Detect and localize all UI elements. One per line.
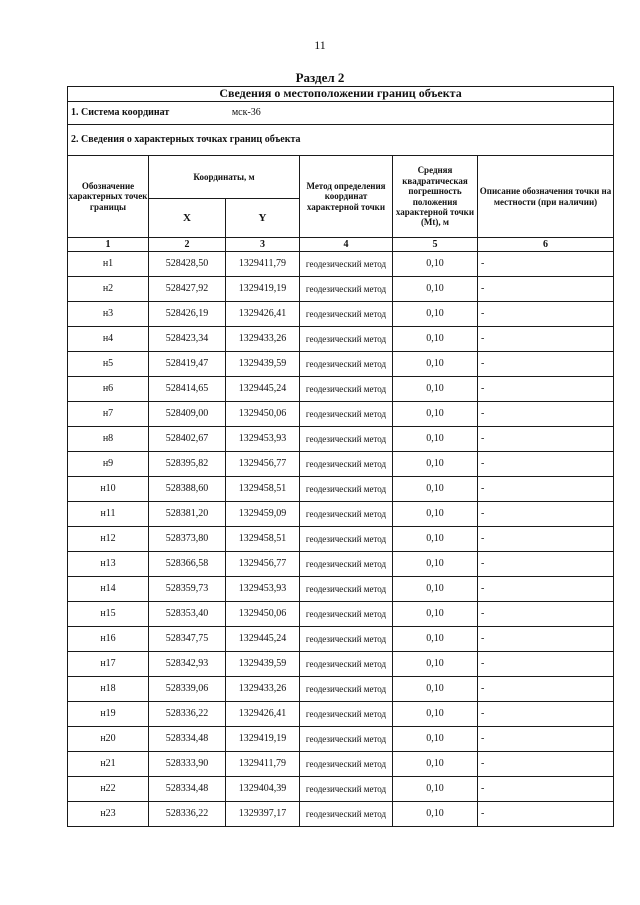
accuracy-cell: 0,10: [393, 277, 478, 302]
table-row: [68, 377, 614, 402]
method-cell: геодезический метод: [300, 777, 393, 802]
point-label: н2: [68, 277, 149, 302]
method-cell: геодезический метод: [300, 602, 393, 627]
method-cell: геодезический метод: [300, 402, 393, 427]
method-cell: геодезический метод: [300, 702, 393, 727]
method-cell: геодезический метод: [300, 277, 393, 302]
accuracy-cell: 0,10: [393, 627, 478, 652]
method-cell: геодезический метод: [300, 427, 393, 452]
point-label: н7: [68, 402, 149, 427]
coordinate-x: 528339,06: [149, 677, 226, 702]
accuracy-cell: 0,10: [393, 677, 478, 702]
description-cell: -: [478, 727, 614, 752]
table-row: [68, 277, 614, 302]
coordinate-x: 528423,34: [149, 327, 226, 352]
coordinate-y: 1329439,59: [226, 352, 300, 377]
accuracy-cell: 0,10: [393, 652, 478, 677]
accuracy-cell: 0,10: [393, 777, 478, 802]
point-label: н19: [68, 702, 149, 727]
coordinate-system-label: 1. Система координат: [71, 107, 170, 119]
point-label: н18: [68, 677, 149, 702]
coordinate-x: 528373,80: [149, 527, 226, 552]
coordinate-x: 528336,22: [149, 702, 226, 727]
point-label: н11: [68, 502, 149, 527]
method-cell: геодезический метод: [300, 727, 393, 752]
accuracy-cell: 0,10: [393, 702, 478, 727]
table-row: [68, 802, 614, 827]
coordinate-y: 1329426,41: [226, 302, 300, 327]
description-cell: -: [478, 252, 614, 277]
method-cell: геодезический метод: [300, 252, 393, 277]
coordinate-y: 1329411,79: [226, 252, 300, 277]
point-label: н21: [68, 752, 149, 777]
coordinate-y: 1329458,51: [226, 527, 300, 552]
coordinate-x: 528402,67: [149, 427, 226, 452]
description-cell: -: [478, 777, 614, 802]
point-label: н4: [68, 327, 149, 352]
table-row: [68, 327, 614, 352]
header-method: Метод определения координат характерной точки: [300, 156, 393, 238]
coordinate-y: 1329459,09: [226, 502, 300, 527]
column-number: 5: [393, 238, 478, 252]
coordinate-x: 528409,00: [149, 402, 226, 427]
coordinate-x: 528359,73: [149, 577, 226, 602]
description-cell: -: [478, 402, 614, 427]
coordinate-x: 528428,50: [149, 252, 226, 277]
table-row: [68, 752, 614, 777]
accuracy-cell: 0,10: [393, 602, 478, 627]
coordinate-x: 528427,92: [149, 277, 226, 302]
description-cell: -: [478, 452, 614, 477]
method-cell: геодезический метод: [300, 577, 393, 602]
coordinate-y: 1329411,79: [226, 752, 300, 777]
points-section-label: 2. Сведения о характерных точках границ объекта: [68, 125, 614, 156]
description-cell: -: [478, 802, 614, 827]
accuracy-cell: 0,10: [393, 302, 478, 327]
description-cell: -: [478, 327, 614, 352]
header-x: X: [149, 199, 226, 238]
point-label: н10: [68, 477, 149, 502]
accuracy-cell: 0,10: [393, 552, 478, 577]
table-row: [68, 727, 614, 752]
header-coordinates: Координаты, м: [149, 156, 300, 199]
method-cell: геодезический метод: [300, 302, 393, 327]
coordinate-x: 528414,65: [149, 377, 226, 402]
section-heading: Сведения о местоположении границ объекта: [68, 87, 614, 102]
point-label: н8: [68, 427, 149, 452]
coordinate-y: 1329445,24: [226, 377, 300, 402]
coordinate-y: 1329426,41: [226, 702, 300, 727]
table-row: [68, 477, 614, 502]
column-number: 2: [149, 238, 226, 252]
column-number: 4: [300, 238, 393, 252]
table-row: [68, 702, 614, 727]
accuracy-cell: 0,10: [393, 452, 478, 477]
coordinate-x: 528334,48: [149, 727, 226, 752]
coordinate-x: 528347,75: [149, 627, 226, 652]
coordinate-y: 1329419,19: [226, 727, 300, 752]
point-label: н3: [68, 302, 149, 327]
table-row: [68, 527, 614, 552]
page-number: 11: [314, 38, 326, 52]
coordinate-y: 1329419,19: [226, 277, 300, 302]
coordinate-x: 528334,48: [149, 777, 226, 802]
method-cell: геодезический метод: [300, 377, 393, 402]
accuracy-cell: 0,10: [393, 402, 478, 427]
point-label: н1: [68, 252, 149, 277]
coordinate-y: 1329433,26: [226, 327, 300, 352]
description-cell: -: [478, 677, 614, 702]
table-row: [68, 627, 614, 652]
coordinate-y: 1329458,51: [226, 477, 300, 502]
accuracy-cell: 0,10: [393, 477, 478, 502]
coordinate-y: 1329404,39: [226, 777, 300, 802]
table-row: [68, 402, 614, 427]
point-label: н20: [68, 727, 149, 752]
point-label: н9: [68, 452, 149, 477]
description-cell: -: [478, 652, 614, 677]
coordinate-y: 1329433,26: [226, 677, 300, 702]
point-label: н6: [68, 377, 149, 402]
coordinate-y: 1329450,06: [226, 402, 300, 427]
coordinate-x: 528426,19: [149, 302, 226, 327]
table-row: [68, 652, 614, 677]
table-row: [68, 302, 614, 327]
accuracy-cell: 0,10: [393, 527, 478, 552]
coordinate-x: 528366,58: [149, 552, 226, 577]
coordinate-x: 528419,47: [149, 352, 226, 377]
accuracy-cell: 0,10: [393, 427, 478, 452]
header-accuracy: Средняя квадратическая погрешность положения характерной точки (Mt), м: [393, 156, 478, 238]
coordinate-x: 528333,90: [149, 752, 226, 777]
description-cell: -: [478, 577, 614, 602]
coordinate-y: 1329456,77: [226, 552, 300, 577]
accuracy-cell: 0,10: [393, 502, 478, 527]
table-row: [68, 252, 614, 277]
description-cell: -: [478, 527, 614, 552]
table-row: [68, 602, 614, 627]
point-label: н12: [68, 527, 149, 552]
method-cell: геодезический метод: [300, 802, 393, 827]
method-cell: геодезический метод: [300, 452, 393, 477]
point-label: н15: [68, 602, 149, 627]
description-cell: -: [478, 477, 614, 502]
accuracy-cell: 0,10: [393, 802, 478, 827]
description-cell: -: [478, 277, 614, 302]
method-cell: геодезический метод: [300, 477, 393, 502]
table-row: [68, 577, 614, 602]
table-row: [68, 352, 614, 377]
table-row: [68, 552, 614, 577]
accuracy-cell: 0,10: [393, 752, 478, 777]
description-cell: -: [478, 552, 614, 577]
header-y: Y: [226, 199, 300, 238]
coordinate-system-row: [68, 102, 614, 125]
point-label: н22: [68, 777, 149, 802]
header-description: Описание обозначения точки на местности (при наличии): [478, 156, 614, 238]
method-cell: геодезический метод: [300, 502, 393, 527]
column-number: 6: [478, 238, 614, 252]
method-cell: геодезический метод: [300, 627, 393, 652]
table-row: [68, 502, 614, 527]
coordinate-x: 528336,22: [149, 802, 226, 827]
table-row: [68, 677, 614, 702]
point-label: н14: [68, 577, 149, 602]
column-number: 1: [68, 238, 149, 252]
method-cell: геодезический метод: [300, 552, 393, 577]
coordinate-y: 1329450,06: [226, 602, 300, 627]
section-title: Раздел 2: [295, 70, 345, 85]
description-cell: -: [478, 627, 614, 652]
description-cell: -: [478, 352, 614, 377]
coordinate-y: 1329445,24: [226, 627, 300, 652]
coordinate-x: 528388,60: [149, 477, 226, 502]
description-cell: -: [478, 427, 614, 452]
accuracy-cell: 0,10: [393, 327, 478, 352]
header-point: Обозначение характерных точек границы: [68, 156, 149, 238]
description-cell: -: [478, 302, 614, 327]
coordinate-x: 528353,40: [149, 602, 226, 627]
column-number: 3: [226, 238, 300, 252]
point-label: н16: [68, 627, 149, 652]
column-number-row: [68, 238, 614, 252]
description-cell: -: [478, 702, 614, 727]
coordinate-y: 1329453,93: [226, 427, 300, 452]
accuracy-cell: 0,10: [393, 727, 478, 752]
boundary-points-table: [67, 86, 614, 827]
coordinate-system-value: мск-36: [231, 107, 261, 119]
method-cell: геодезический метод: [300, 752, 393, 777]
coordinate-x: 528342,93: [149, 652, 226, 677]
description-cell: -: [478, 752, 614, 777]
table-row: [68, 427, 614, 452]
accuracy-cell: 0,10: [393, 377, 478, 402]
coordinate-x: 528381,20: [149, 502, 226, 527]
method-cell: геодезический метод: [300, 677, 393, 702]
method-cell: геодезический метод: [300, 652, 393, 677]
description-cell: -: [478, 602, 614, 627]
coordinate-y: 1329453,93: [226, 577, 300, 602]
method-cell: геодезический метод: [300, 527, 393, 552]
coordinate-y: 1329397,17: [226, 802, 300, 827]
point-label: н13: [68, 552, 149, 577]
point-label: н17: [68, 652, 149, 677]
method-cell: геодезический метод: [300, 327, 393, 352]
accuracy-cell: 0,10: [393, 352, 478, 377]
description-cell: -: [478, 377, 614, 402]
table-row: [68, 777, 614, 802]
accuracy-cell: 0,10: [393, 252, 478, 277]
point-label: н23: [68, 802, 149, 827]
method-cell: геодезический метод: [300, 352, 393, 377]
description-cell: -: [478, 502, 614, 527]
coordinate-x: 528395,82: [149, 452, 226, 477]
point-label: н5: [68, 352, 149, 377]
coordinate-y: 1329456,77: [226, 452, 300, 477]
accuracy-cell: 0,10: [393, 577, 478, 602]
coordinate-y: 1329439,59: [226, 652, 300, 677]
table-row: [68, 452, 614, 477]
